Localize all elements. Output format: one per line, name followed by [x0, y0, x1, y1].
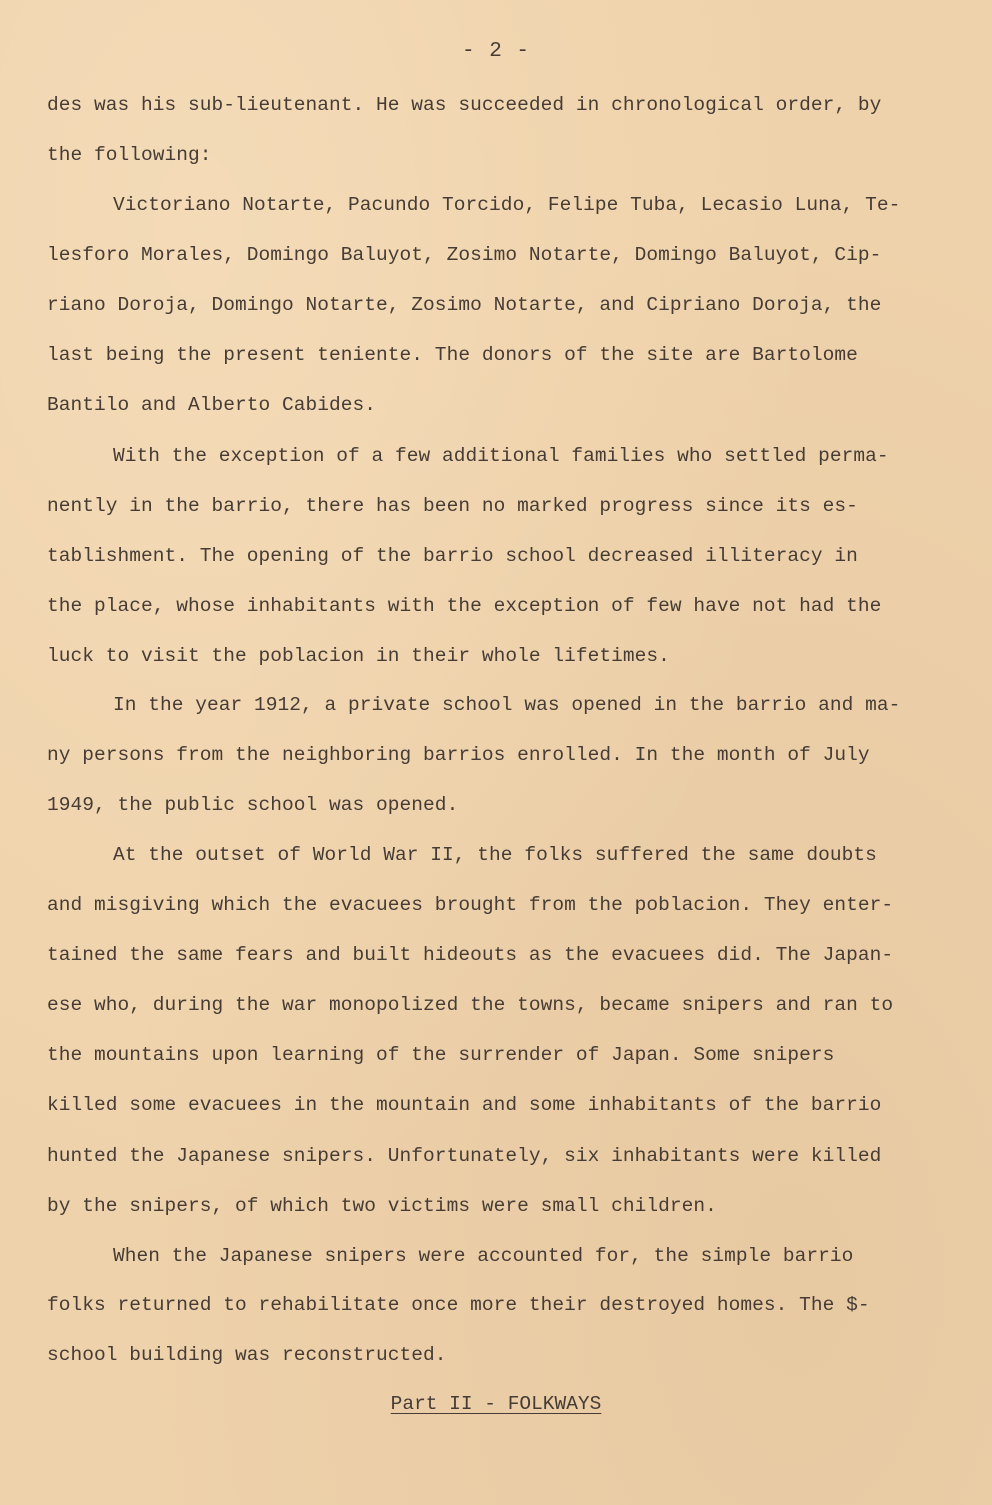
text-line: ese who, during the war monopolized the towns, became snipers and ran to [47, 994, 894, 1016]
text-line: by the snipers, of which two victims were small children. [47, 1195, 717, 1217]
text-line: When the Japanese snipers were accounted for, the simple barrio [113, 1245, 854, 1267]
text-line: last being the present teniente. The donors of the site are Bartolome [47, 344, 858, 366]
text-line: hunted the Japanese snipers. Unfortunately, six inhabitants were killed [47, 1145, 882, 1167]
text-line: folks returned to rehabilitate once more their destroyed homes. The $- [47, 1294, 870, 1316]
text-line: killed some evacuees in the mountain and some inhabitants of the barrio [47, 1094, 882, 1116]
text-line: tained the same fears and built hideouts as the evacuees did. The Japan- [47, 944, 894, 966]
text-line: the mountains upon learning of the surrender of Japan. Some snipers [47, 1044, 835, 1066]
text-line: Bantilo and Alberto Cabides. [47, 394, 377, 416]
text-line: Victoriano Notarte, Pacundo Torcido, Felipe Tuba, Lecasio Luna, Te- [113, 194, 901, 216]
text-line: tablishment. The opening of the barrio school decreased illiteracy in [47, 545, 858, 567]
text-line: At the outset of World War II, the folks suffered the same doubts [113, 844, 877, 866]
text-line: des was his sub-lieutenant. He was succeeded in chronological order, by [47, 94, 882, 116]
text-line: school building was reconstructed. [47, 1344, 447, 1366]
text-line: In the year 1912, a private school was opened in the barrio and ma- [113, 694, 901, 716]
text-line: the place, whose inhabitants with the exception of few have not had the [47, 595, 882, 617]
text-line: 1949, the public school was opened. [47, 794, 459, 816]
text-line: With the exception of a few additional families who settled perma- [113, 445, 889, 467]
text-line: the following: [47, 144, 212, 166]
text-line: riano Doroja, Domingo Notarte, Zosimo Notarte, and Cipriano Doroja, the [47, 294, 882, 316]
page-number: - 2 - [461, 40, 530, 63]
text-line: nently in the barrio, there has been no marked progress since its es- [47, 495, 858, 517]
text-line: luck to visit the poblacion in their whole lifetimes. [47, 645, 670, 667]
text-line: ny persons from the neighboring barrios enrolled. In the month of July [47, 744, 870, 766]
text-line: and misgiving which the evacuees brought from the poblacion. They enter- [47, 894, 894, 916]
section-heading: Part II - FOLKWAYS [390, 1393, 602, 1415]
text-line: lesforo Morales, Domingo Baluyot, Zosimo Notarte, Domingo Baluyot, Cip- [47, 244, 882, 266]
